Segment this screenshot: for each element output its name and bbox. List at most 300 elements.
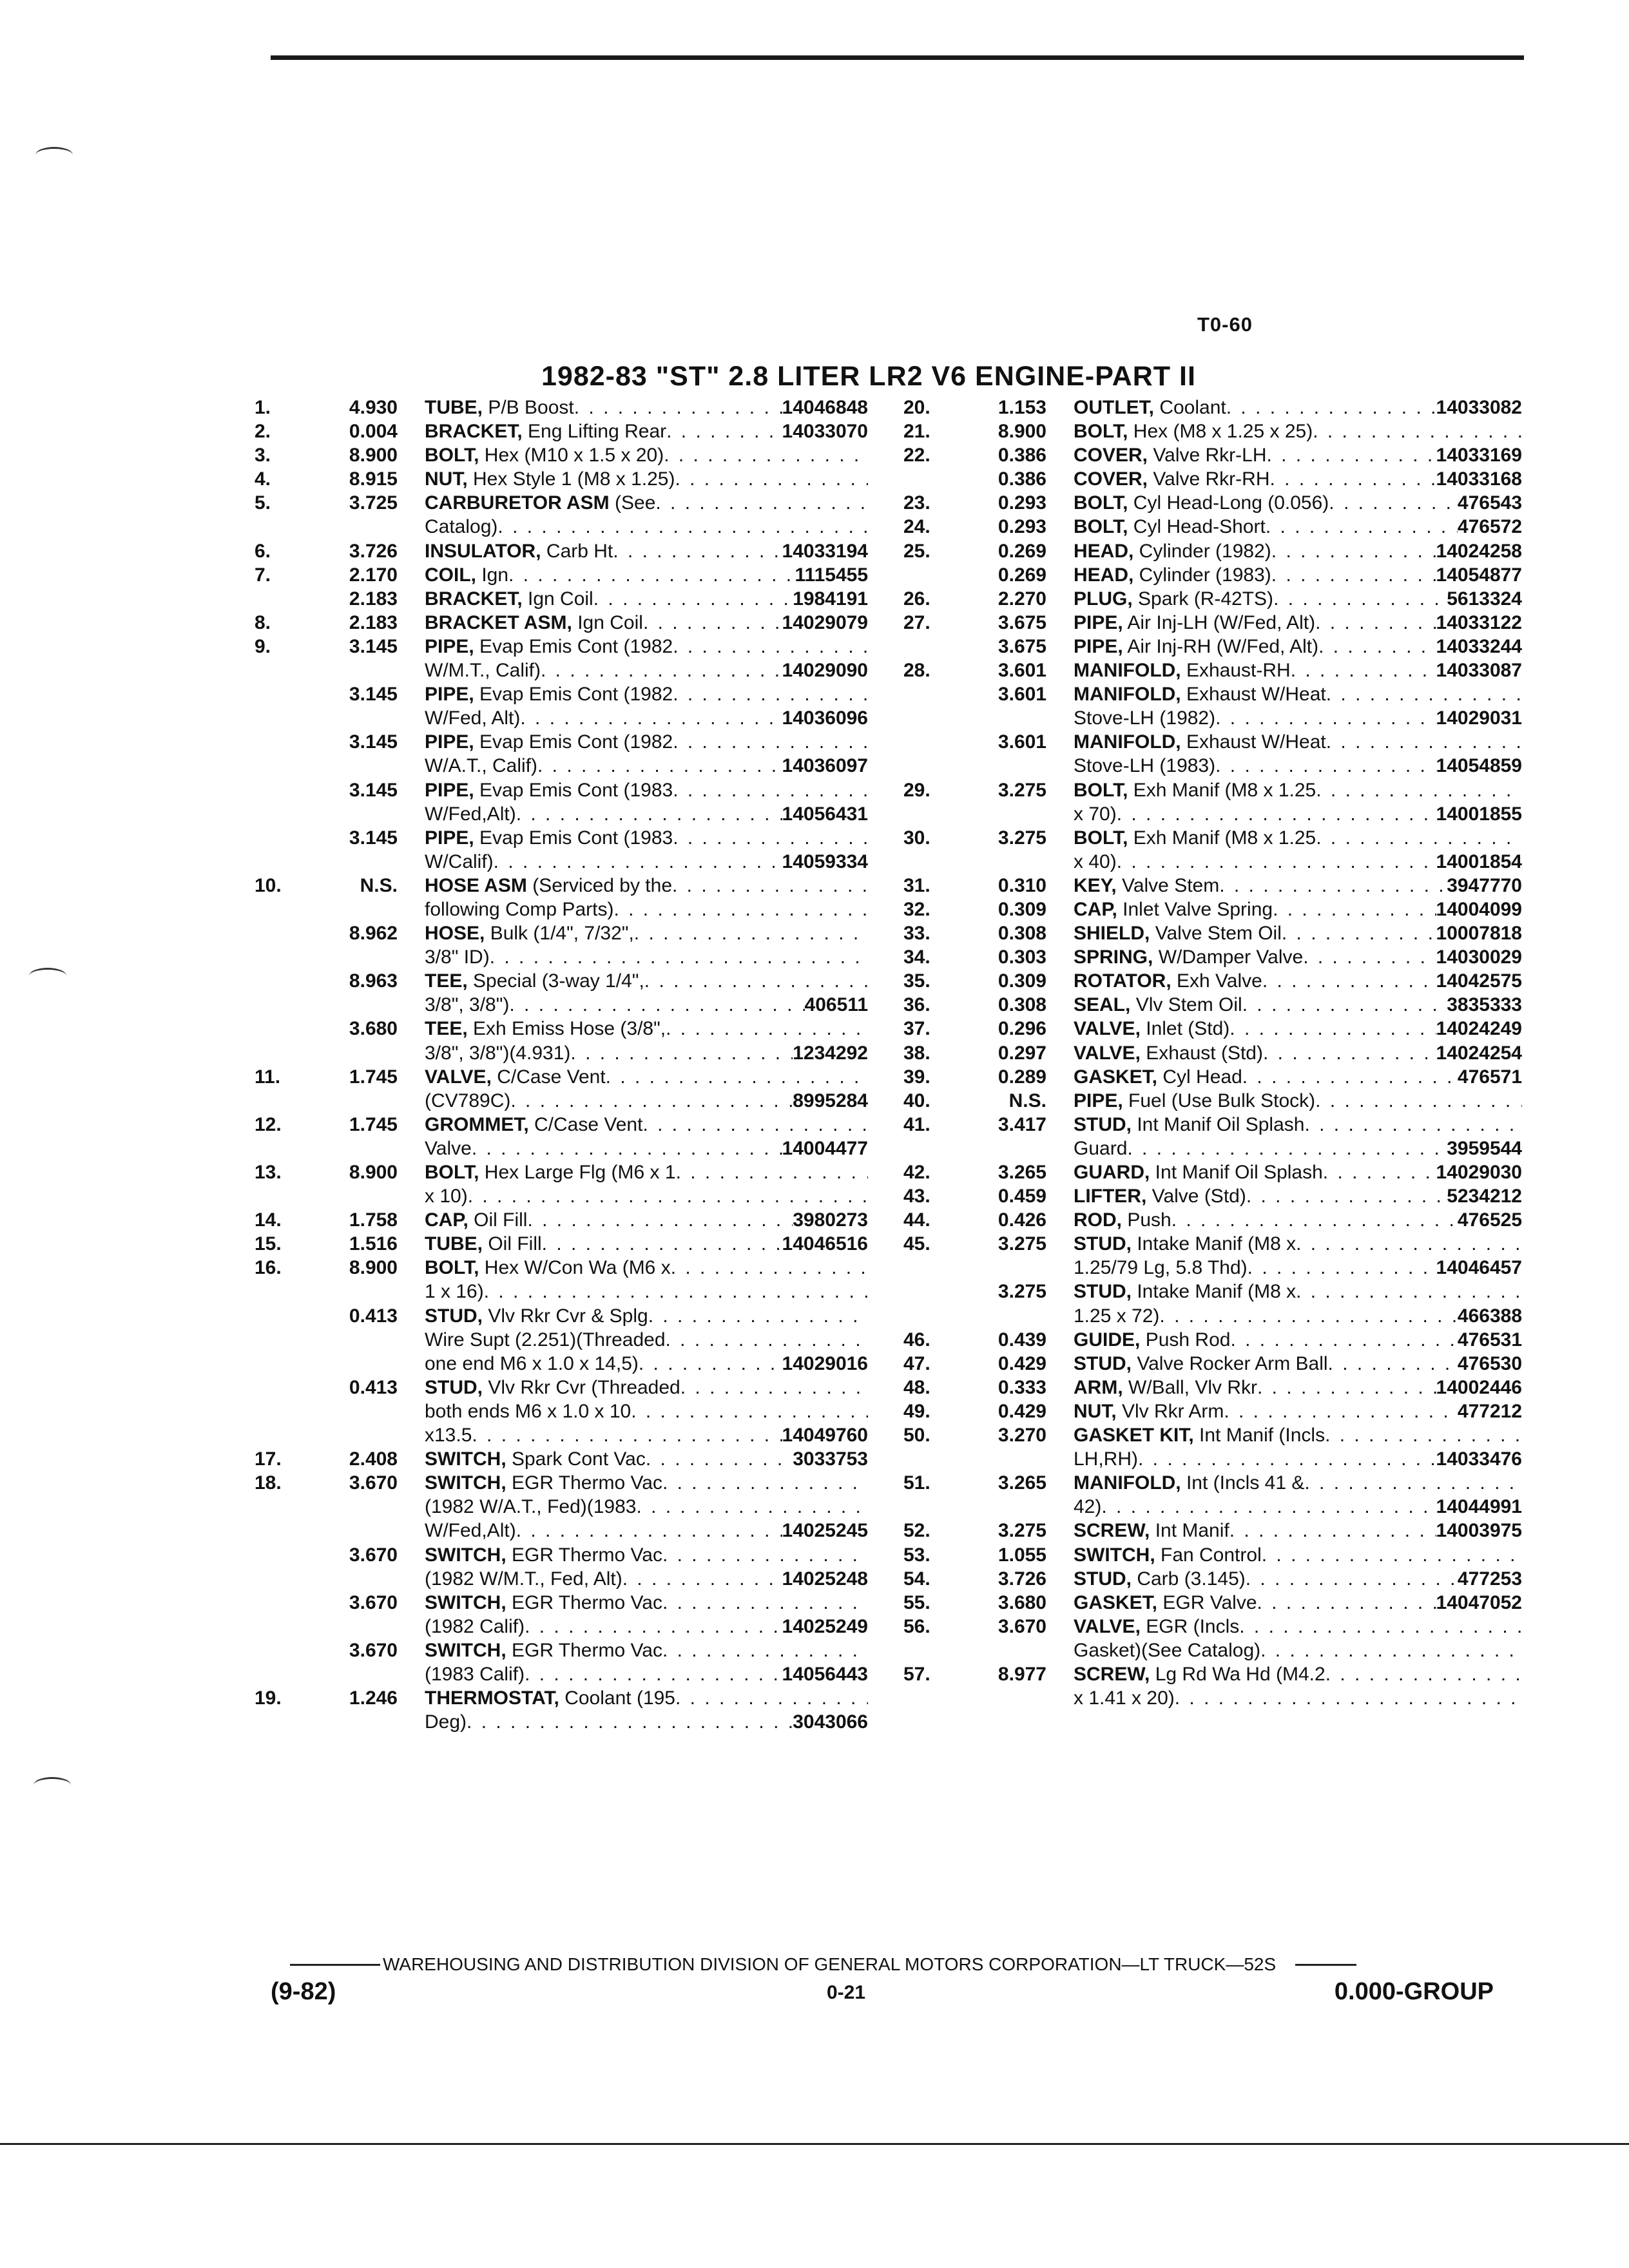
item-number: 56. [903, 1615, 930, 1637]
dot-leader [1215, 754, 1436, 778]
dot-leader [676, 1160, 868, 1184]
parts-row [255, 611, 868, 635]
part-name: BOLT, [1074, 421, 1128, 443]
group-number [300, 1089, 425, 1113]
parts-row [903, 443, 1522, 467]
group-number [300, 1137, 425, 1160]
group-number: 3.670 [998, 1615, 1046, 1637]
item-number [903, 850, 949, 874]
part-detail: Eng Lifting Rear [522, 421, 667, 443]
part-description [1074, 802, 1522, 826]
dot-leader [680, 1376, 868, 1399]
item-number [255, 1089, 300, 1113]
part-number: 14033244 [1436, 635, 1522, 657]
page-code: T0-60 [1197, 313, 1253, 336]
part-number: 406511 [804, 994, 868, 1016]
parts-row [255, 754, 868, 778]
group-number: 3.145 [349, 635, 398, 657]
group-number [949, 1304, 1074, 1328]
dot-leader [1138, 1447, 1436, 1471]
part-detail: Int Manif Oil Splash [1150, 1162, 1323, 1183]
part-description [1074, 1017, 1522, 1041]
part-description [425, 1184, 868, 1208]
part-description [1074, 1089, 1522, 1113]
part-description [1074, 1543, 1522, 1567]
part-name: SCREW, [1074, 1663, 1150, 1685]
dot-leader [1229, 1519, 1436, 1542]
dot-leader [520, 706, 782, 730]
item-number: 8. [255, 611, 271, 633]
parts-row [255, 1399, 868, 1423]
part-name: BOLT, [1074, 516, 1128, 538]
dot-leader [643, 611, 782, 635]
part-name: GUARD, [1074, 1162, 1150, 1183]
group-number: 3.275 [998, 827, 1046, 849]
part-description [1074, 778, 1522, 802]
part-name: PIPE, [1074, 635, 1123, 657]
parts-row [255, 826, 868, 850]
part-description [425, 1686, 868, 1710]
part-description [425, 778, 868, 802]
part-description [1074, 419, 1522, 443]
part-detail: one end M6 x 1.0 x 14,5) [425, 1352, 639, 1374]
part-number: 476525 [1457, 1209, 1522, 1231]
part-description [1074, 1041, 1522, 1065]
part-name: SWITCH, [425, 1472, 506, 1494]
part-name: PIPE, [425, 635, 474, 657]
part-description [425, 1160, 868, 1184]
item-number: 21. [903, 421, 930, 443]
dot-leader [1304, 1471, 1522, 1495]
parts-row [255, 419, 868, 443]
part-description [425, 1041, 868, 1065]
part-detail: W/Calif) [425, 850, 494, 872]
dot-leader [1313, 419, 1522, 443]
parts-row [255, 1615, 868, 1639]
part-name: BRACKET, [425, 588, 523, 610]
part-description [1074, 1686, 1522, 1710]
part-detail: Exhaust W/Heat [1181, 731, 1326, 753]
part-name: GUIDE, [1074, 1329, 1141, 1350]
group-number: 0.293 [998, 516, 1046, 538]
binding-mark-middle [29, 968, 66, 984]
item-number: 1. [255, 397, 271, 418]
part-description [425, 539, 868, 563]
part-description [425, 969, 868, 993]
part-detail: Cyl Head-Short [1128, 516, 1266, 538]
part-detail: Coolant [1154, 397, 1226, 418]
parts-row [255, 706, 868, 730]
part-description [425, 611, 868, 635]
item-number [255, 515, 300, 539]
parts-row [903, 1256, 1522, 1280]
part-detail: Valve [425, 1137, 472, 1159]
item-number: 54. [903, 1568, 930, 1590]
group-number: 4.930 [349, 397, 398, 418]
parts-row [903, 635, 1522, 658]
item-number [255, 1280, 300, 1303]
part-number: 3959544 [1447, 1137, 1522, 1159]
part-detail: Gasket)(See Catalog) [1074, 1639, 1261, 1661]
parts-row [903, 1662, 1522, 1686]
part-number: 14033087 [1436, 660, 1522, 682]
group-number: 3.145 [349, 684, 398, 706]
part-name: HOSE, [425, 923, 485, 945]
group-number [949, 1256, 1074, 1280]
part-number: 14029090 [782, 660, 868, 682]
dot-leader [1315, 611, 1436, 635]
part-name: COVER, [1074, 468, 1148, 490]
group-number: 0.308 [998, 994, 1046, 1016]
item-number: 11. [255, 1066, 281, 1088]
part-name: MANIFOLD, [1074, 731, 1181, 753]
part-detail: (See [609, 492, 656, 514]
item-number: 40. [903, 1090, 930, 1111]
item-number: 52. [903, 1520, 930, 1542]
parts-row [255, 898, 868, 921]
dot-leader [662, 1639, 868, 1662]
item-number [255, 1519, 300, 1542]
dot-leader [1273, 587, 1447, 611]
group-number: 3.265 [998, 1472, 1046, 1494]
parts-row [903, 754, 1522, 778]
item-number [255, 754, 300, 778]
part-detail: Hex Large Flg (M6 x 1 [479, 1162, 676, 1183]
parts-row [903, 1208, 1522, 1232]
part-detail: Oil Fill [483, 1233, 542, 1255]
part-detail: x13.5 [425, 1425, 472, 1446]
part-description [425, 1615, 868, 1639]
parts-row [903, 1399, 1522, 1423]
group-number: 8.915 [349, 468, 398, 490]
parts-row [903, 1591, 1522, 1615]
part-detail: Hex (M10 x 1.5 x 20) [479, 445, 664, 466]
parts-row [255, 1160, 868, 1184]
group-number [300, 993, 425, 1017]
dot-leader [537, 754, 782, 778]
parts-row [903, 1686, 1522, 1710]
parts-row [903, 1160, 1522, 1184]
item-number [903, 1639, 949, 1662]
part-description [1074, 1208, 1522, 1232]
part-description [425, 874, 868, 898]
part-name: ROTATOR, [1074, 970, 1171, 992]
part-description [425, 754, 868, 778]
parts-row [903, 611, 1522, 635]
item-number: 22. [903, 445, 930, 466]
part-number: 476572 [1457, 516, 1522, 538]
part-detail: C/Case Vent [491, 1066, 606, 1088]
bottom-rule [0, 2143, 1629, 2145]
part-description [1074, 874, 1522, 898]
part-description [425, 1065, 868, 1089]
item-number [255, 993, 300, 1017]
part-description [1074, 1567, 1522, 1591]
parts-row [255, 850, 868, 874]
part-description [1074, 1328, 1522, 1352]
part-description [1074, 921, 1522, 945]
part-name: ROD, [1074, 1209, 1122, 1231]
group-number [300, 945, 425, 969]
part-name: PLUG, [1074, 588, 1133, 610]
group-number: 0.004 [349, 421, 398, 443]
part-number: 14001855 [1436, 803, 1522, 825]
parts-row [255, 1447, 868, 1471]
part-name: GASKET, [1074, 1591, 1158, 1613]
part-number: 10007818 [1436, 923, 1522, 945]
group-number: 1.055 [998, 1544, 1046, 1566]
dot-leader [1226, 396, 1436, 419]
parts-row [903, 1041, 1522, 1065]
item-number: 51. [903, 1472, 930, 1494]
part-name: PIPE, [425, 731, 474, 753]
part-description [425, 921, 868, 945]
part-number: 14029031 [1436, 707, 1522, 729]
group-number: 1.745 [349, 1113, 398, 1135]
part-description [1074, 1447, 1522, 1471]
item-number [255, 587, 300, 611]
parts-row [255, 1352, 868, 1376]
part-name: VALVE, [1074, 1042, 1141, 1064]
parts-row [903, 826, 1522, 850]
parts-row [255, 778, 868, 802]
item-number: 28. [903, 660, 930, 682]
dot-leader [672, 874, 868, 898]
group-number [300, 1615, 425, 1639]
part-detail: x 70) [1074, 803, 1117, 825]
parts-row [903, 563, 1522, 587]
item-number: 44. [903, 1209, 930, 1231]
parts-row [903, 539, 1522, 563]
part-detail: Valve (Std) [1146, 1186, 1246, 1207]
dot-leader [1215, 706, 1436, 730]
item-number [255, 1543, 300, 1567]
group-number [949, 1447, 1074, 1471]
part-number: 14033476 [1436, 1448, 1522, 1470]
part-number: 5234212 [1447, 1186, 1522, 1207]
part-detail: W/A.T., Calif) [425, 755, 538, 777]
item-number: 46. [903, 1329, 930, 1350]
dot-leader [1171, 1208, 1458, 1232]
item-number: 27. [903, 611, 930, 633]
part-name: GROMMET, [425, 1113, 529, 1135]
dot-leader [673, 778, 868, 802]
parts-row [903, 491, 1522, 515]
part-detail: Carb Ht [541, 540, 613, 562]
part-name: CARBURETOR ASM [425, 492, 610, 514]
group-number: 0.269 [998, 564, 1046, 586]
dot-leader [655, 491, 868, 515]
group-number: 1.745 [349, 1066, 398, 1088]
part-name: SHIELD, [1074, 923, 1150, 945]
parts-row [903, 945, 1522, 969]
parts-row [255, 1184, 868, 1208]
item-number [903, 754, 949, 778]
part-description [1074, 1639, 1522, 1662]
dot-leader [1315, 1089, 1522, 1113]
part-description [425, 587, 868, 611]
item-number: 38. [903, 1042, 930, 1064]
parts-row [255, 921, 868, 945]
part-name: BRACKET ASM, [425, 611, 572, 633]
part-detail: Ign [476, 564, 509, 586]
part-detail: (1982 W/M.T., Fed, Alt) [425, 1568, 622, 1590]
part-number: 14033082 [1436, 397, 1522, 418]
part-name: SPRING, [1074, 947, 1153, 968]
dot-leader [662, 1543, 868, 1567]
part-detail: Stove-LH (1982) [1074, 707, 1216, 729]
part-name: GASKET, [1074, 1066, 1158, 1088]
part-description [1074, 1232, 1522, 1256]
part-description [425, 850, 868, 874]
part-description [1074, 658, 1522, 682]
part-detail: P/B Boost [483, 397, 574, 418]
parts-row [255, 1208, 868, 1232]
part-description [1074, 1591, 1522, 1615]
group-number [300, 706, 425, 730]
item-number [255, 1423, 300, 1447]
parts-row [255, 802, 868, 826]
part-detail: Exh Manif (M8 x 1.25 [1128, 779, 1316, 801]
dot-leader [1266, 515, 1458, 539]
part-description [425, 1304, 868, 1328]
part-detail: Hex Style 1 (M8 x 1.25) [467, 468, 675, 490]
dot-leader [593, 587, 793, 611]
group-number [300, 1328, 425, 1352]
dot-leader [570, 1041, 793, 1065]
part-name: STUD, [1074, 1233, 1132, 1255]
item-number: 2. [255, 421, 271, 443]
part-description [425, 1543, 868, 1567]
part-description [1074, 1471, 1522, 1495]
item-number [255, 1399, 300, 1423]
parts-row [903, 1543, 1522, 1567]
part-detail: EGR Thermo Vac [506, 1639, 662, 1661]
dot-leader [1246, 1184, 1447, 1208]
part-name: INSULATOR, [425, 540, 541, 562]
part-name: PIPE, [425, 779, 474, 801]
item-number [903, 1495, 949, 1519]
part-number: 14047052 [1436, 1591, 1522, 1613]
item-number: 9. [255, 635, 271, 657]
item-number: 31. [903, 874, 930, 896]
part-detail: x 40) [1074, 850, 1117, 872]
part-number: 14024254 [1436, 1042, 1522, 1064]
part-number: 14029079 [782, 611, 868, 633]
group-number: 8.900 [349, 445, 398, 466]
part-number: 14002446 [1436, 1376, 1522, 1398]
part-detail: following Comp Parts) [425, 898, 614, 920]
group-number [949, 706, 1074, 730]
item-number: 34. [903, 947, 930, 968]
part-detail: C/Case Vent [528, 1113, 643, 1135]
part-description [425, 1423, 868, 1447]
parts-row [255, 1543, 868, 1567]
parts-row [903, 587, 1522, 611]
dot-leader [1219, 874, 1447, 898]
dot-leader [494, 850, 782, 874]
item-number: 24. [903, 516, 930, 538]
group-number: 0.303 [998, 947, 1046, 968]
part-name: LIFTER, [1074, 1186, 1147, 1207]
item-number: 37. [903, 1018, 930, 1040]
part-description [425, 1352, 868, 1376]
part-name: CAP, [425, 1209, 468, 1231]
part-detail: Inlet (Std) [1140, 1018, 1230, 1040]
parts-row [903, 1519, 1522, 1542]
dot-leader [666, 419, 782, 443]
group-number [949, 1495, 1074, 1519]
part-description [1074, 563, 1522, 587]
item-number [255, 802, 300, 826]
group-number: 0.310 [998, 874, 1046, 896]
item-number [903, 1447, 949, 1471]
group-number: 8.962 [349, 923, 398, 945]
group-number: 3.726 [998, 1568, 1046, 1590]
part-detail: Ign Coil [522, 588, 593, 610]
group-number: 0.459 [998, 1186, 1046, 1207]
group-number: 0.386 [998, 468, 1046, 490]
part-name: GASKET KIT, [1074, 1425, 1194, 1446]
part-description [425, 1639, 868, 1662]
parts-row [255, 1304, 868, 1328]
part-detail: Exhaust-RH [1181, 660, 1291, 682]
parts-row [255, 1017, 868, 1041]
part-detail: Oil Fill [468, 1209, 528, 1231]
item-number [903, 1304, 949, 1328]
dot-leader [497, 515, 868, 539]
dot-leader [1325, 1423, 1522, 1447]
part-description [425, 1256, 868, 1280]
part-detail: Spark Cont Vac [506, 1448, 646, 1470]
dot-leader [642, 1113, 868, 1137]
parts-row [255, 1471, 868, 1495]
part-description [1074, 491, 1522, 515]
part-number: 14030029 [1436, 947, 1522, 968]
dot-leader [527, 1208, 793, 1232]
part-detail: W/Fed,Alt) [425, 1520, 516, 1542]
group-number: 3.670 [349, 1591, 398, 1613]
group-number: 3.601 [998, 684, 1046, 706]
part-detail: Cylinder (1983) [1133, 564, 1271, 586]
parts-row [255, 730, 868, 754]
group-number [949, 1686, 1074, 1710]
part-detail: Evap Emis Cont (1982 [474, 731, 673, 753]
parts-row [903, 778, 1522, 802]
part-number: 14029016 [782, 1352, 868, 1374]
part-name: COVER, [1074, 445, 1148, 466]
footer-dash-left [290, 1964, 380, 1966]
group-number [300, 802, 425, 826]
part-name: SWITCH, [425, 1448, 506, 1470]
part-description [1074, 706, 1522, 730]
parts-row [903, 1137, 1522, 1160]
group-number: 0.429 [998, 1400, 1046, 1422]
item-number: 19. [255, 1687, 282, 1709]
parts-row [903, 898, 1522, 921]
part-name: PIPE, [1074, 611, 1123, 633]
dot-leader [666, 1328, 868, 1352]
item-number [255, 921, 300, 945]
part-description [425, 1567, 868, 1591]
part-number: 14046457 [1436, 1257, 1522, 1279]
parts-row [903, 1328, 1522, 1352]
group-number [300, 1280, 425, 1303]
dot-leader [484, 1280, 868, 1303]
part-detail: W/M.T., Calif) [425, 660, 541, 682]
part-name: STUD, [1074, 1113, 1132, 1135]
dot-leader [671, 1256, 868, 1280]
